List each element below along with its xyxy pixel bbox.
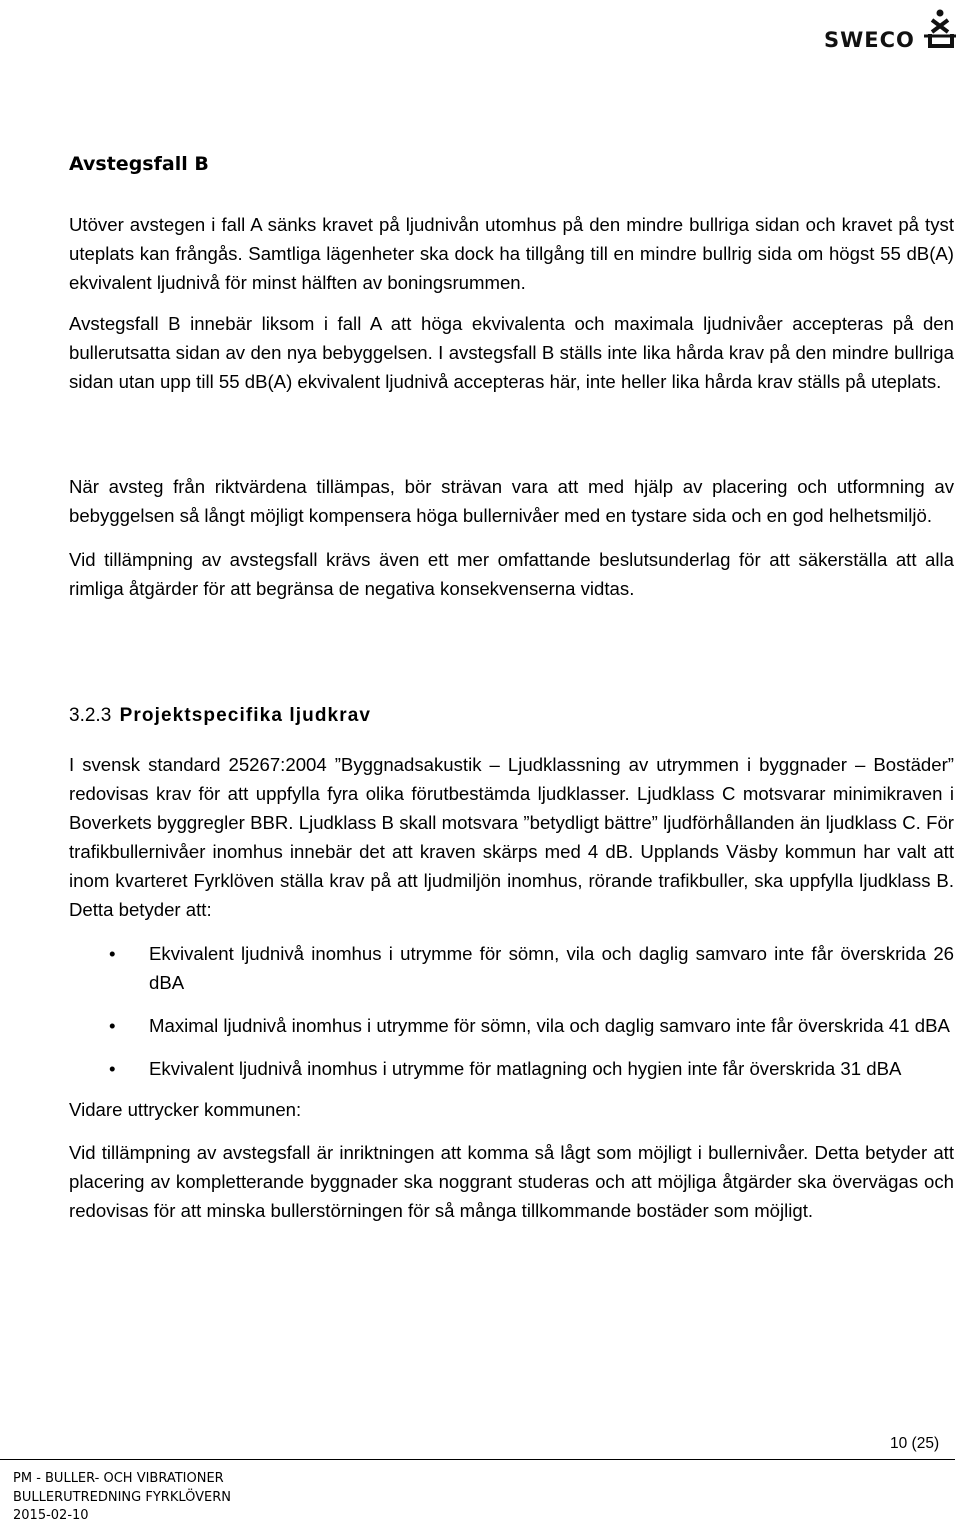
bullet-icon: • (109, 1058, 116, 1079)
footer-line-1: PM - BULLER- OCH VIBRATIONER (13, 1471, 224, 1486)
body-block-1 (69, 210, 954, 396)
section-heading (69, 705, 371, 727)
body-block-2 (69, 472, 954, 603)
list-item-text: Maximal ljudnivå inomhus i utrymme för sömn, vila och daglig samvaro inte får överskrida 41 dBA (149, 1015, 950, 1036)
page-number: 10 (25) (890, 1435, 940, 1452)
section-intro: I svensk standard 25267:2004 ”Byggnadsakustik – Ljudklassning av utrymmen i byggnader – Bostäder” redovisas krav för att uppfylla fyra olika förutbestämda ljudklasser. Ljudklass C motsvarar minimikraven i Boverkets byggregler BBR. Ljudklass B skall motsvara ”betydligt bättre” ljudförhållanden än ljudklass C. För trafikbullernivåer inomhus innebär det att kraven skärps med 4 dB. Upplands Väsby kommun har valt att inom kvarteret Fyrklöven ställa krav på att ljudmiljön inomhus, rörande trafikbuller, ska uppfylla ljudklass B. Detta betyder att: (69, 754, 954, 920)
paragraph: Vid tillämpning av avstegsfall krävs även ett mer omfattande beslutsunderlag för att säkerställa att alla rimliga åtgärder för att begränsa de negativa konsekvenserna vidtas. (69, 549, 954, 599)
logo-symbol-icon (922, 8, 958, 50)
paragraph: När avsteg från riktvärdena tillämpas, bör strävan vara att med hjälp av placering och utformning av bebyggelsen så långt möjligt kompensera höga bullernivåer med en tystare sida och en god helhetsmiljö. (69, 476, 954, 526)
footer-line-2: BULLERUTREDNING FYRKLÖVERN (13, 1489, 231, 1505)
sweco-logo (820, 8, 960, 50)
subheading-avstegsfall-b: Avstegsfall B (69, 153, 209, 175)
footer-divider (0, 1459, 955, 1460)
list-item (69, 1011, 954, 1040)
logo-wordmark: SWECO (824, 28, 915, 52)
requirements-list (69, 939, 954, 1083)
list-item (69, 1054, 954, 1083)
section-body (69, 750, 954, 1225)
section-number: 3.2.3 (69, 705, 112, 726)
bullet-icon: • (109, 943, 116, 964)
section-title: Projektspecifika ljudkrav (119, 705, 372, 726)
paragraph: Avstegsfall B innebär liksom i fall A att höga ekvivalenta och maximala ljudnivåer accepteras på den bullerutsatta sidan av den nya bebyggelsen. I avstegsfall B ställs inte lika hårda krav på den mindre bullriga sidan utan upp till 55 dB(A) ekvivalent ljudnivå accepteras här, inte heller lika hårda krav ställs på uteplats. (69, 313, 954, 392)
footer (13, 1470, 231, 1526)
paragraph: Utöver avstegen i fall A sänks kravet på ljudnivån utomhus på den mindre bullriga sidan och kravet på tyst uteplats kan frångås. Samtliga lägenheter ska dock ha tillgång till en mindre bullrig sida om högst 55 dB(A) ekvivalent ljudnivå för minst hälften av boningsrummen. (69, 214, 954, 293)
list-item-text: Ekvivalent ljudnivå inomhus i utrymme för sömn, vila och daglig samvaro inte får överskrida 26 dBA (149, 943, 954, 993)
list-item-text: Ekvivalent ljudnivå inomhus i utrymme för matlagning och hygien inte får överskrida 31 dBA (149, 1058, 902, 1079)
municipality-lead: Vidare uttrycker kommunen: (69, 1099, 302, 1120)
bullet-icon: • (109, 1015, 116, 1036)
list-item (69, 939, 954, 997)
footer-date: 2015-02-10 (13, 1508, 89, 1523)
municipality-quote: Vid tillämpning av avstegsfall är inriktningen att komma så lågt som möjligt i bullernivåer. Detta betyder att placering av kompletterande byggnader ska noggrant studeras och att möjliga åtgärder ska övervägas och redovisas för att minska bullerstörningen för så många tillkommande bostäder som möjligt. (69, 1142, 954, 1221)
